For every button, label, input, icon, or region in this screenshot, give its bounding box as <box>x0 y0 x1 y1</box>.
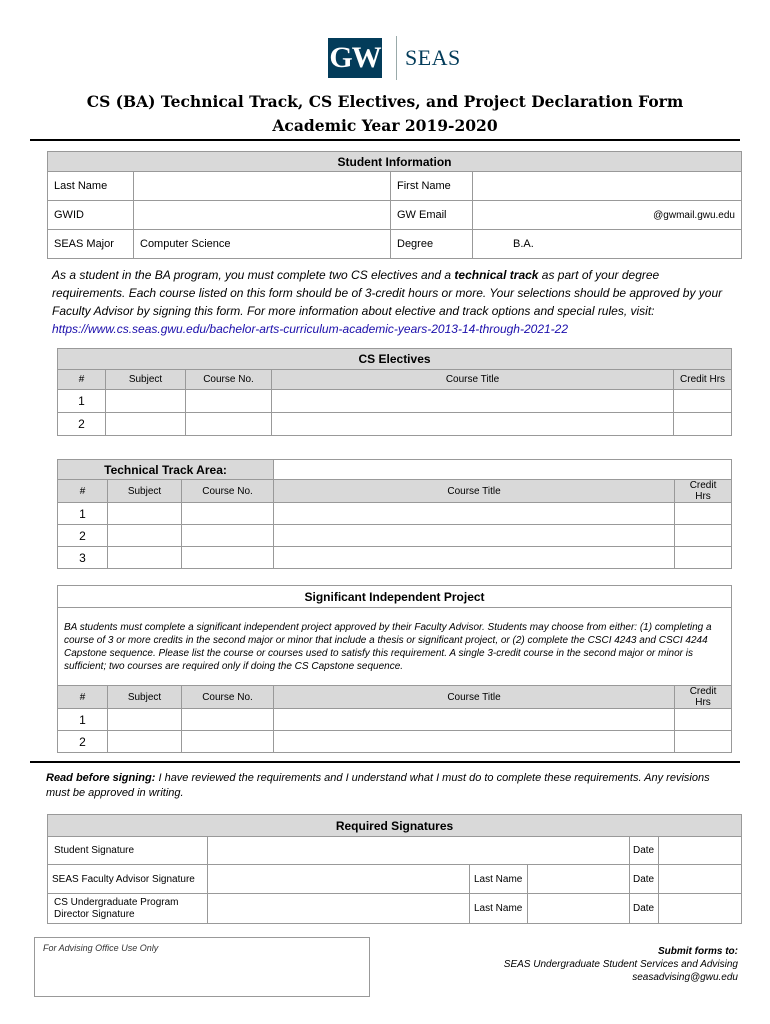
course-title-field[interactable] <box>274 547 675 569</box>
credit-hrs-field[interactable] <box>675 547 732 569</box>
credit-hrs-field[interactable] <box>674 413 732 436</box>
course-title-field[interactable] <box>272 413 674 436</box>
office-use-label: For Advising Office Use Only <box>43 943 159 953</box>
course-no-field[interactable] <box>186 413 272 436</box>
signatures-table <box>47 814 742 924</box>
table-row <box>58 503 732 525</box>
first-name-label: First Name <box>391 172 473 201</box>
cs-electives-heading: CS Electives <box>58 349 732 370</box>
advisor-signature-label: SEAS Faculty Advisor Signature <box>48 865 208 894</box>
date-label: Date <box>630 865 659 894</box>
last-name-label: Last Name <box>48 172 134 201</box>
course-no-field[interactable] <box>182 709 274 731</box>
row-number: 3 <box>58 547 108 569</box>
submit-title: Submit forms to: <box>658 946 738 957</box>
student-signature-field[interactable] <box>208 837 630 865</box>
technical-track-heading: Technical Track Area: <box>58 460 274 480</box>
subject-field[interactable] <box>106 413 186 436</box>
intro-text-1: As a student in the BA program, you must complete two CS electives and a <box>52 268 455 282</box>
project-heading: Significant Independent Project <box>58 586 732 608</box>
technical-track-area-field[interactable] <box>274 460 732 480</box>
director-signature-field[interactable] <box>208 894 470 924</box>
table-row <box>58 390 732 413</box>
advisor-last-name-field[interactable] <box>528 865 630 894</box>
degree-label: Degree <box>391 230 473 259</box>
advising-office-box <box>34 937 370 997</box>
col-credit-hrs: Credit Hrs <box>675 686 732 709</box>
col-course-title: Course Title <box>274 686 675 709</box>
col-subject: Subject <box>106 370 186 390</box>
subject-field[interactable] <box>108 709 182 731</box>
signing-notice <box>46 771 726 801</box>
col-num: # <box>58 480 108 503</box>
row-number: 1 <box>58 390 106 413</box>
col-course-title: Course Title <box>272 370 674 390</box>
student-date-field[interactable] <box>659 837 742 865</box>
director-date-field[interactable] <box>659 894 742 924</box>
submit-office: SEAS Undergraduate Student Services and Advising <box>503 959 738 970</box>
col-course-no: Course No. <box>182 480 274 503</box>
col-subject: Subject <box>108 686 182 709</box>
advisor-date-field[interactable] <box>659 865 742 894</box>
table-row <box>58 731 732 753</box>
student-signature-label: Student Signature <box>48 837 208 865</box>
col-credit-hrs: Credit Hrs <box>675 480 732 503</box>
curriculum-link[interactable]: https://www.cs.seas.gwu.edu/bachelor-arts-curriculum-academic-years-2013-14-through-2021-22 <box>52 322 569 336</box>
intro-paragraph <box>52 266 724 338</box>
row-number: 1 <box>58 709 108 731</box>
date-label: Date <box>630 894 659 924</box>
first-name-field[interactable] <box>473 172 742 201</box>
course-title-field[interactable] <box>272 390 674 413</box>
form-title: CS (BA) Technical Track, CS Electives, and Project Declaration Form <box>86 92 684 111</box>
intro-text-2: as part of your degree requirements. Each course listed on this form should be of 3-credit hours or more. Your selections should be approved by your Faculty Advisor by signing this form. For more information about elective and track options and special rules, visit: <box>52 268 723 318</box>
credit-hrs-field[interactable] <box>675 731 732 753</box>
credit-hrs-field[interactable] <box>675 503 732 525</box>
course-no-field[interactable] <box>182 525 274 547</box>
row-number: 2 <box>58 731 108 753</box>
subject-field[interactable] <box>106 390 186 413</box>
col-subject: Subject <box>108 480 182 503</box>
row-number: 2 <box>58 413 106 436</box>
gw-logo-mark: GW <box>328 38 382 78</box>
gw-email-field[interactable] <box>473 201 742 230</box>
subject-field[interactable] <box>108 547 182 569</box>
col-credit-hrs: Credit Hrs <box>674 370 732 390</box>
director-last-name-field[interactable] <box>528 894 630 924</box>
signatures-heading: Required Signatures <box>48 815 742 837</box>
student-info-table <box>47 151 742 259</box>
course-title-field[interactable] <box>274 709 675 731</box>
last-name-label: Last Name <box>470 894 528 924</box>
notice-rule <box>30 761 740 763</box>
credit-hrs-field[interactable] <box>675 525 732 547</box>
col-course-title: Course Title <box>274 480 675 503</box>
independent-project-table <box>57 585 732 753</box>
course-no-field[interactable] <box>182 731 274 753</box>
director-signature-label: CS Undergraduate Program Director Signature <box>48 894 208 924</box>
course-title-field[interactable] <box>274 525 675 547</box>
gw-seas-logo <box>328 34 461 82</box>
submit-email: seasadvising@gwu.edu <box>632 972 738 983</box>
gwid-field[interactable] <box>134 201 391 230</box>
credit-hrs-field[interactable] <box>674 390 732 413</box>
course-title-field[interactable] <box>274 503 675 525</box>
student-info-heading: Student Information <box>48 152 742 172</box>
subject-field[interactable] <box>108 731 182 753</box>
notice-text: I have reviewed the requirements and I understand what I must do to complete these requirements. Any revisions must be approved in writing. <box>46 772 710 799</box>
course-no-field[interactable] <box>186 390 272 413</box>
project-description: BA students must complete a significant independent project approved by their Faculty Advisor. Students may choose from either: (1) completing a course of 3 or more credits in the second major or minor that include a thesis or significant project, or (2) complete the CSCI 4243 and CSCI 4244 Capstone sequence. Please list the course or courses used to satisfy this requirement. A single 3-credit course in the second major or minor is sufficient; two courses are required only if doing the CS Capstone sequence. <box>58 608 732 686</box>
subject-field[interactable] <box>108 525 182 547</box>
seas-logo-text: SEAS <box>405 45 461 70</box>
course-no-field[interactable] <box>182 547 274 569</box>
table-row <box>58 547 732 569</box>
gw-email-label: GW Email <box>391 201 473 230</box>
date-label: Date <box>630 837 659 865</box>
intro-bold: technical track <box>454 268 539 282</box>
row-number: 2 <box>58 525 108 547</box>
academic-year: Academic Year 2019-2020 <box>272 116 498 135</box>
col-num: # <box>58 686 108 709</box>
technical-track-table <box>57 459 732 569</box>
last-name-field[interactable] <box>134 172 391 201</box>
major-value: Computer Science <box>134 230 391 259</box>
advisor-signature-field[interactable] <box>208 865 470 894</box>
logo-divider <box>396 36 397 80</box>
email-domain: @gwmail.gwu.edu <box>653 209 735 221</box>
last-name-label: Last Name <box>470 865 528 894</box>
credit-hrs-field[interactable] <box>675 709 732 731</box>
cs-electives-table <box>57 348 732 436</box>
col-course-no: Course No. <box>182 686 274 709</box>
course-title-field[interactable] <box>274 731 675 753</box>
major-label: SEAS Major <box>48 230 134 259</box>
table-row <box>58 709 732 731</box>
degree-value: B.A. <box>473 230 742 259</box>
course-no-field[interactable] <box>182 503 274 525</box>
table-row <box>58 413 732 436</box>
col-num: # <box>58 370 106 390</box>
subject-field[interactable] <box>108 503 182 525</box>
gwid-label: GWID <box>48 201 134 230</box>
col-course-no: Course No. <box>186 370 272 390</box>
submit-info <box>504 945 738 984</box>
table-row <box>58 525 732 547</box>
title-rule <box>30 139 740 141</box>
row-number: 1 <box>58 503 108 525</box>
notice-bold: Read before signing: <box>46 772 156 784</box>
